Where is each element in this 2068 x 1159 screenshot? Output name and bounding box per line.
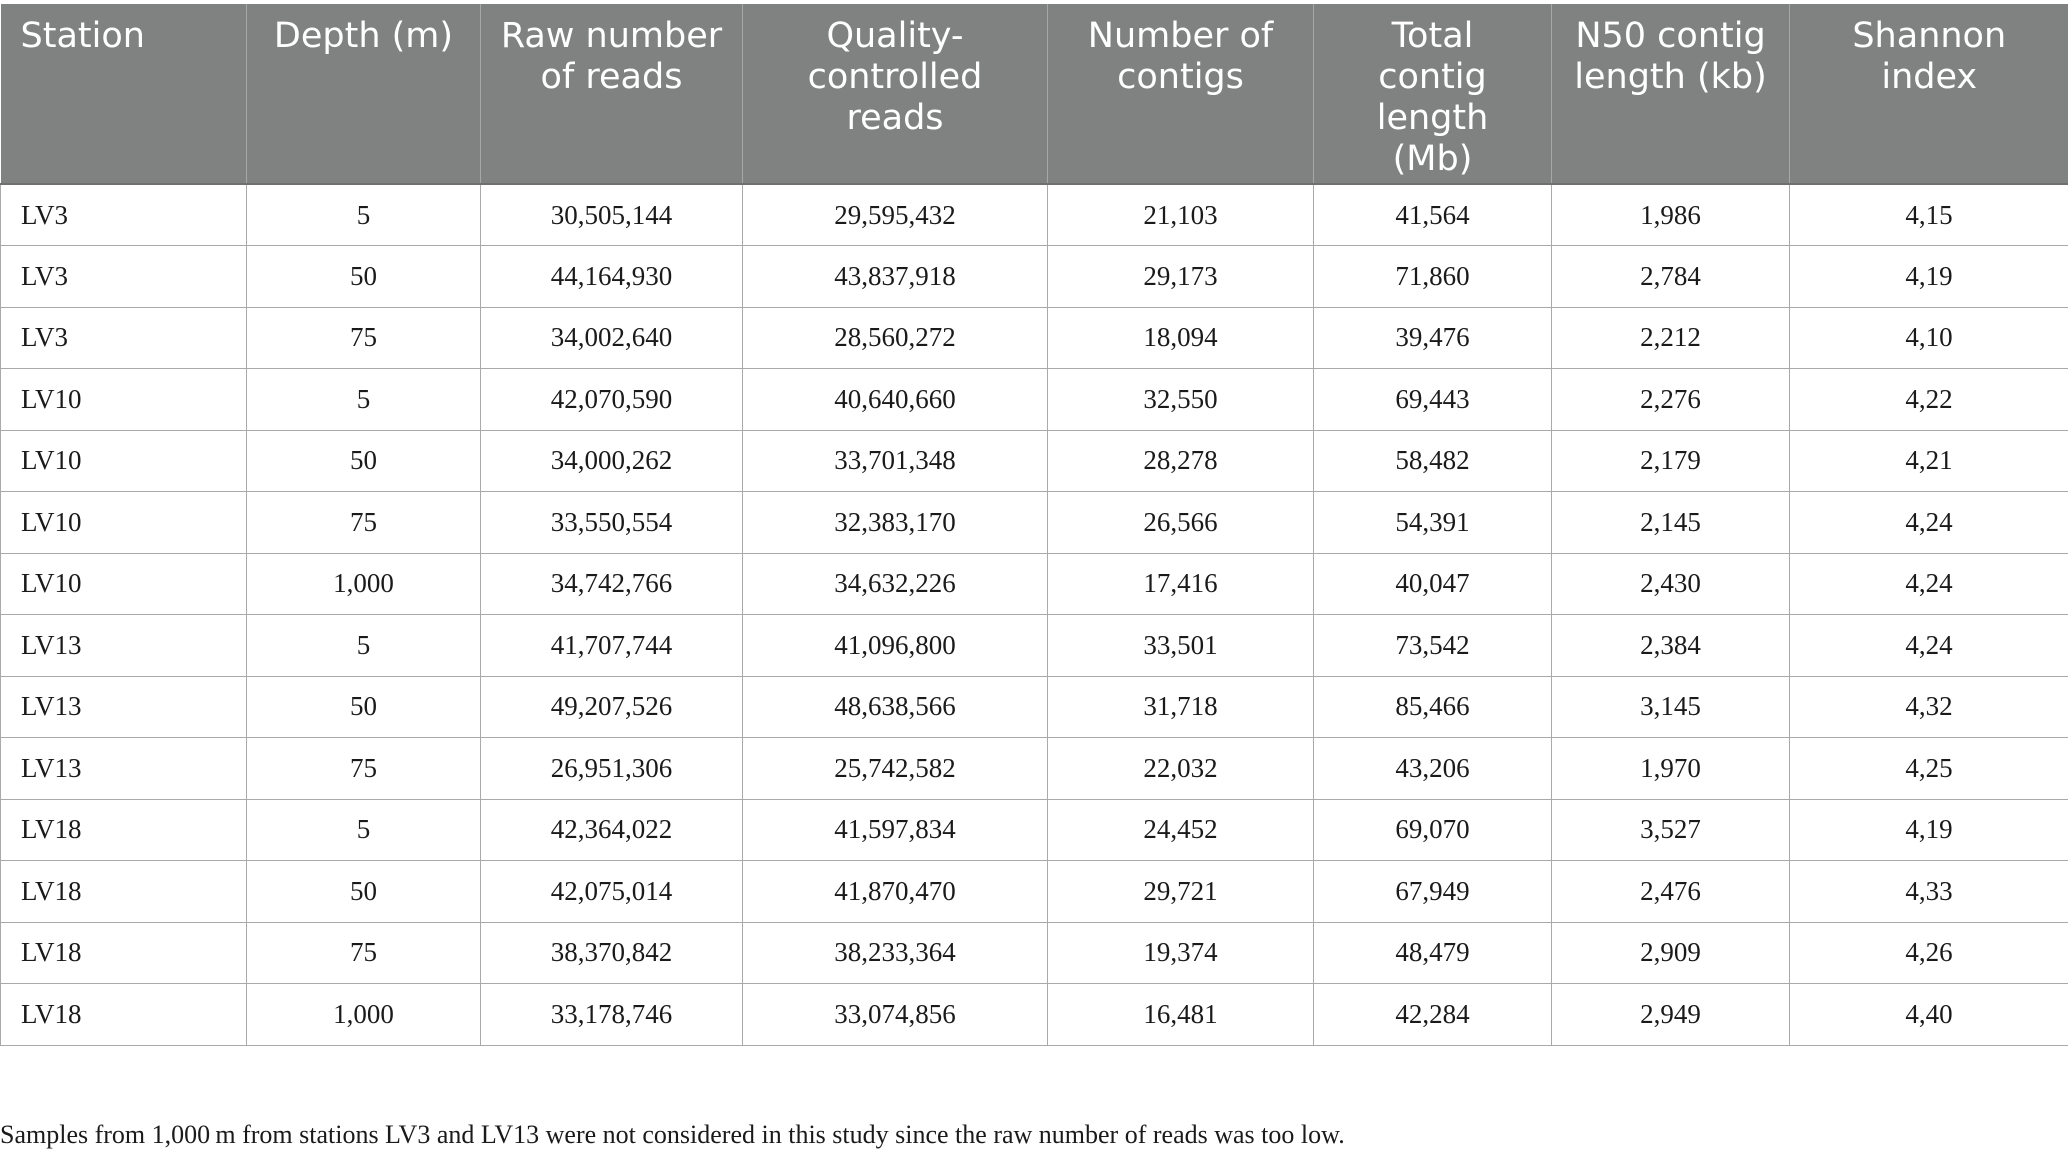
table-cell: 5: [247, 369, 481, 431]
table-cell: LV18: [1, 984, 247, 1046]
table-cell: LV10: [1, 430, 247, 492]
table-row: [1, 369, 2068, 431]
table-cell: 25,742,582: [743, 738, 1048, 800]
table-cell: 24,452: [1048, 799, 1314, 861]
table-cell: 4,24: [1790, 553, 2068, 615]
table-row: [1, 738, 2068, 800]
table-cell: 33,550,554: [481, 492, 743, 554]
table-cell: 2,949: [1552, 984, 1790, 1046]
table-cell: LV18: [1, 922, 247, 984]
table-cell: 2,909: [1552, 922, 1790, 984]
table-cell: 26,566: [1048, 492, 1314, 554]
table-cell: 4,40: [1790, 984, 2068, 1046]
table-cell: 1,000: [247, 553, 481, 615]
table-cell: 29,721: [1048, 861, 1314, 923]
table-row: [1, 184, 2068, 246]
table-cell: 1,986: [1552, 184, 1790, 246]
table-cell: 42,075,014: [481, 861, 743, 923]
column-header: Raw number of reads: [481, 4, 743, 184]
table-cell: 3,145: [1552, 676, 1790, 738]
table-cell: 38,370,842: [481, 922, 743, 984]
table-cell: 41,870,470: [743, 861, 1048, 923]
column-header: Quality-controlled reads: [743, 4, 1048, 184]
table-cell: 40,640,660: [743, 369, 1048, 431]
table-cell: 32,383,170: [743, 492, 1048, 554]
table-cell: LV10: [1, 492, 247, 554]
table-cell: 4,24: [1790, 492, 2068, 554]
table-cell: 34,000,262: [481, 430, 743, 492]
table-cell: 2,276: [1552, 369, 1790, 431]
metagenome-statistics-table: [0, 4, 2068, 1046]
table-cell: 85,466: [1314, 676, 1552, 738]
table-cell: 17,416: [1048, 553, 1314, 615]
table-cell: 40,047: [1314, 553, 1552, 615]
table-cell: 3,527: [1552, 799, 1790, 861]
table-cell: 67,949: [1314, 861, 1552, 923]
table-cell: 26,951,306: [481, 738, 743, 800]
table-cell: 2,784: [1552, 246, 1790, 308]
table-row: [1, 861, 2068, 923]
table-cell: 33,701,348: [743, 430, 1048, 492]
table-cell: 2,476: [1552, 861, 1790, 923]
table-cell: 5: [247, 184, 481, 246]
table-cell: 18,094: [1048, 307, 1314, 369]
table-cell: 2,212: [1552, 307, 1790, 369]
column-header: Total contig length (Mb): [1314, 4, 1552, 184]
column-header: Depth (m): [247, 4, 481, 184]
table-cell: 41,597,834: [743, 799, 1048, 861]
table-cell: 4,33: [1790, 861, 2068, 923]
table-cell: 30,505,144: [481, 184, 743, 246]
table-cell: 48,479: [1314, 922, 1552, 984]
table-cell: 4,24: [1790, 615, 2068, 677]
table-cell: 41,564: [1314, 184, 1552, 246]
table-cell: 41,707,744: [481, 615, 743, 677]
table-cell: LV3: [1, 246, 247, 308]
table-cell: 71,860: [1314, 246, 1552, 308]
table-cell: LV18: [1, 799, 247, 861]
column-header: Shannon index: [1790, 4, 2068, 184]
table-cell: 50: [247, 676, 481, 738]
table-cell: 33,501: [1048, 615, 1314, 677]
table-cell: 34,742,766: [481, 553, 743, 615]
table-cell: 42,284: [1314, 984, 1552, 1046]
table-cell: 32,550: [1048, 369, 1314, 431]
table-cell: 4,26: [1790, 922, 2068, 984]
table-cell: 2,384: [1552, 615, 1790, 677]
table-cell: 54,391: [1314, 492, 1552, 554]
header-row: [1, 4, 2068, 184]
table-row: [1, 430, 2068, 492]
table-cell: LV10: [1, 369, 247, 431]
table-cell: 50: [247, 861, 481, 923]
table-cell: 50: [247, 246, 481, 308]
table-cell: 4,15: [1790, 184, 2068, 246]
table-cell: 44,164,930: [481, 246, 743, 308]
column-header: N50 contig length (kb): [1552, 4, 1790, 184]
table-cell: LV18: [1, 861, 247, 923]
table-row: [1, 492, 2068, 554]
table-cell: 69,443: [1314, 369, 1552, 431]
table-cell: 21,103: [1048, 184, 1314, 246]
table-cell: 41,096,800: [743, 615, 1048, 677]
table-body: [1, 184, 2068, 1045]
table-row: [1, 307, 2068, 369]
table-cell: 43,837,918: [743, 246, 1048, 308]
table-cell: 33,074,856: [743, 984, 1048, 1046]
table-cell: LV13: [1, 676, 247, 738]
table-row: [1, 246, 2068, 308]
table-cell: LV3: [1, 184, 247, 246]
table-row: [1, 615, 2068, 677]
table-cell: 48,638,566: [743, 676, 1048, 738]
table-cell: 4,19: [1790, 799, 2068, 861]
table-cell: LV13: [1, 615, 247, 677]
table-cell: 58,482: [1314, 430, 1552, 492]
table-cell: 4,10: [1790, 307, 2068, 369]
data-table-container: [0, 4, 2068, 1046]
table-cell: 28,278: [1048, 430, 1314, 492]
table-cell: 73,542: [1314, 615, 1552, 677]
table-cell: 75: [247, 492, 481, 554]
table-row: [1, 984, 2068, 1046]
table-cell: 49,207,526: [481, 676, 743, 738]
table-cell: 69,070: [1314, 799, 1552, 861]
table-cell: 22,032: [1048, 738, 1314, 800]
table-cell: 29,173: [1048, 246, 1314, 308]
table-cell: 38,233,364: [743, 922, 1048, 984]
table-cell: LV13: [1, 738, 247, 800]
table-cell: 4,21: [1790, 430, 2068, 492]
table-row: [1, 799, 2068, 861]
table-cell: LV10: [1, 553, 247, 615]
table-cell: 4,32: [1790, 676, 2068, 738]
table-cell: 75: [247, 307, 481, 369]
table-cell: 42,364,022: [481, 799, 743, 861]
column-header: Station: [1, 4, 247, 184]
table-cell: 39,476: [1314, 307, 1552, 369]
table-cell: 75: [247, 922, 481, 984]
table-cell: 1,000: [247, 984, 481, 1046]
table-cell: 75: [247, 738, 481, 800]
table-cell: 5: [247, 799, 481, 861]
table-cell: 28,560,272: [743, 307, 1048, 369]
table-cell: 1,970: [1552, 738, 1790, 800]
table-cell: 2,179: [1552, 430, 1790, 492]
table-row: [1, 553, 2068, 615]
table-cell: 42,070,590: [481, 369, 743, 431]
table-cell: 29,595,432: [743, 184, 1048, 246]
table-cell: 34,002,640: [481, 307, 743, 369]
table-footnote: Samples from 1,000 m from stations LV3 and LV13 were not considered in this study since the raw number of reads was too low.: [0, 1120, 1345, 1149]
table-cell: 5: [247, 615, 481, 677]
table-cell: 19,374: [1048, 922, 1314, 984]
table-cell: 4,19: [1790, 246, 2068, 308]
table-row: [1, 922, 2068, 984]
table-row: [1, 676, 2068, 738]
column-header: Number of contigs: [1048, 4, 1314, 184]
table-cell: 4,25: [1790, 738, 2068, 800]
table-cell: 33,178,746: [481, 984, 743, 1046]
table-cell: 50: [247, 430, 481, 492]
table-cell: 4,22: [1790, 369, 2068, 431]
table-cell: 43,206: [1314, 738, 1552, 800]
table-cell: 34,632,226: [743, 553, 1048, 615]
table-cell: 2,430: [1552, 553, 1790, 615]
table-cell: 31,718: [1048, 676, 1314, 738]
table-cell: 16,481: [1048, 984, 1314, 1046]
table-cell: 2,145: [1552, 492, 1790, 554]
table-cell: LV3: [1, 307, 247, 369]
table-header: [1, 4, 2068, 184]
